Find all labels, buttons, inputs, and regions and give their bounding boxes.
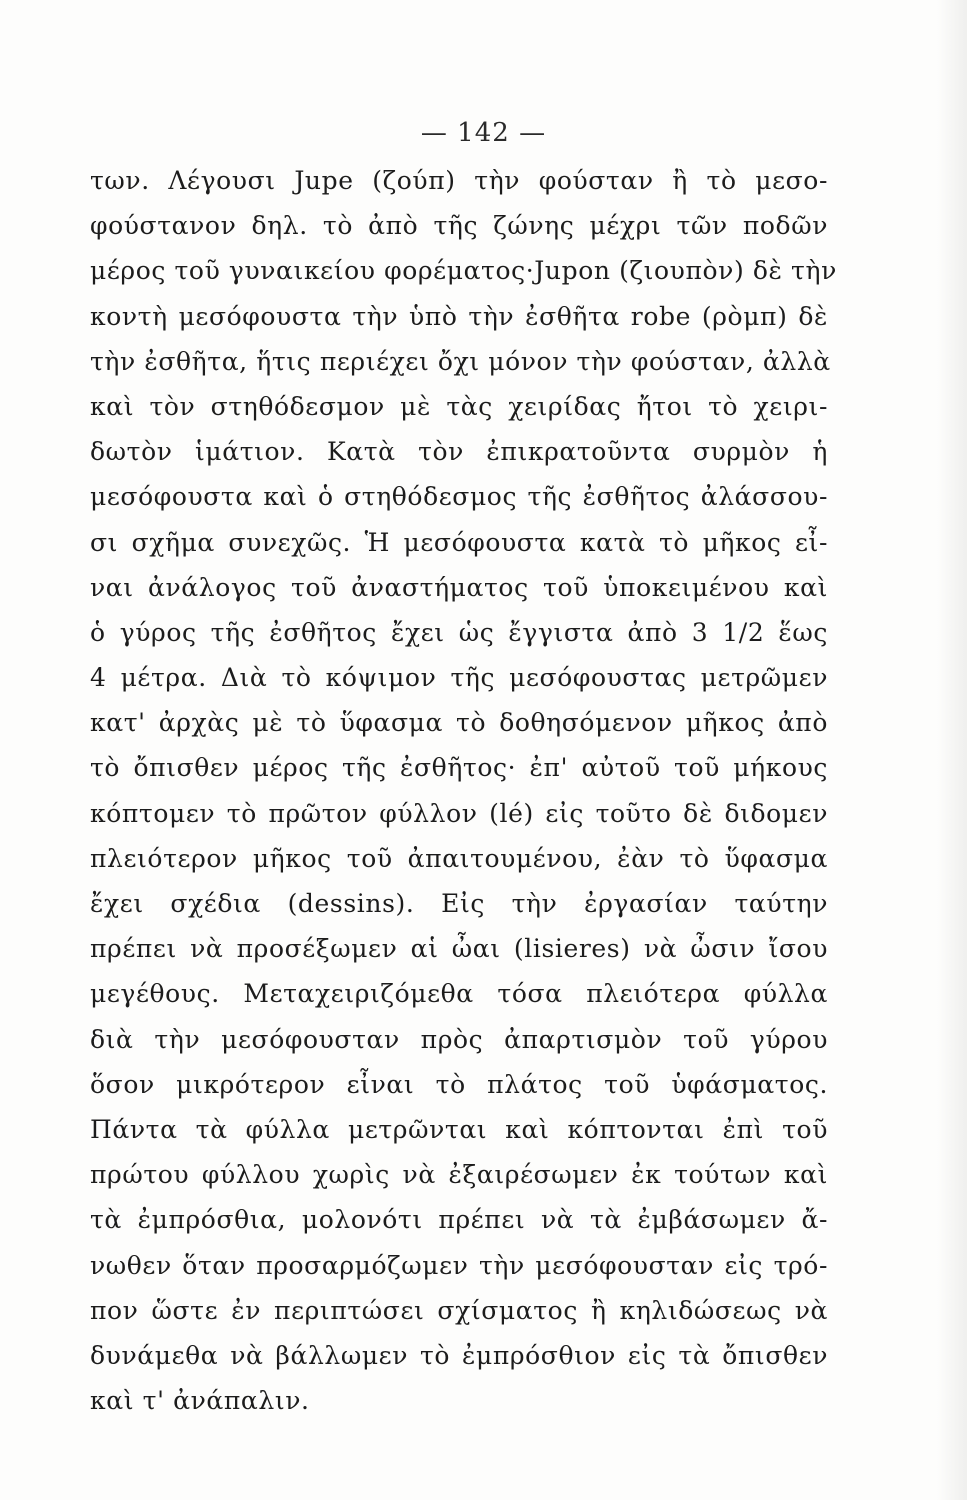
text-line: ὁ γύρος τῆς ἐσθῆτος ἔχει ὡς ἔγγιστα ἀπὸ 3 1/2 ἕως — [90, 617, 828, 647]
text-line: πλειότερον μῆκος τοῦ ἀπαιτουμένου, ἐὰν τὸ ὕφασμα — [90, 843, 828, 873]
text-line: καὶ τὸν στηθόδεσμον μὲ τὰς χειρίδας ἤτοι τὸ χειρι- — [90, 391, 828, 421]
text-line: 4 μέτρα. Διὰ τὸ κόψιμον τῆς μεσόφουστας μετρῶμεν — [90, 663, 828, 693]
text-line: σι σχῆμα συνεχῶς. Ἡ μεσόφουστα κατὰ τὸ μῆκος εἶ- — [90, 527, 828, 557]
text-line: διὰ τὴν μεσόφουσταν πρὸς ἀπαρτισμὸν τοῦ γύρου — [90, 1024, 828, 1054]
body-text — [90, 158, 837, 1423]
text-line: μεσόφουστα καὶ ὁ στηθόδεσμος τῆς ἐσθῆτος ἀλάσσου- — [90, 482, 828, 512]
text-line: πον ὥστε ἐν περιπτώσει σχίσματος ἢ κηλιδώσεως νὰ — [90, 1295, 828, 1325]
text-line: τὴν ἐσθῆτα, ἥτις περιέχει ὄχι μόνον τὴν φούσταν, ἀλλὰ — [90, 346, 831, 376]
text-line: ναι ἀνάλογος τοῦ ἀναστήματος τοῦ ὑποκειμένου καὶ — [90, 572, 828, 602]
page-number: — 142 — — [420, 118, 547, 148]
text-line: μέρος τοῦ γυναικείου φορέματος·Jupon (ζιουπὸν) δὲ τὴν — [90, 256, 837, 286]
text-line: κόπτομεν τὸ πρῶτον φύλλον (lé) εἰς τοῦτο δὲ διδομεν — [90, 798, 828, 828]
text-line: πρέπει νὰ προσέξωμεν αἱ ὦαι (lisieres) νὰ ὦσιν ἴσου — [90, 934, 828, 964]
text-line: ὅσον μικρότερον εἶναι τὸ πλάτος τοῦ ὑφάσματος. — [90, 1069, 828, 1099]
text-line: νωθεν ὅταν προσαρμόζωμεν τὴν μεσόφουσταν εἰς τρό- — [90, 1250, 828, 1280]
text-line: καὶ τ' ἀνάπαλιν. — [90, 1386, 310, 1416]
text-line: Πάντα τὰ φύλλα μετρῶνται καὶ κόπτονται ἐπὶ τοῦ — [90, 1114, 828, 1144]
text-line: μεγέθους. Μεταχειριζόμεθα τόσα πλειότερα φύλλα — [90, 979, 828, 1009]
text-line: φούστανον δηλ. τὸ ἀπὸ τῆς ζώνης μέχρι τῶν ποδῶν — [90, 211, 828, 241]
text-line: δυνάμεθα νὰ βάλλωμεν τὸ ἐμπρόσθιον εἰς τὰ ὄπισθεν — [90, 1340, 828, 1370]
text-line: κοντὴ μεσόφουστα τὴν ὑπὸ τὴν ἐσθῆτα robe (ρὸμπ) δὲ — [90, 301, 828, 331]
text-line: δωτὸν ἱμάτιον. Κατὰ τὸν ἐπικρατοῦντα συρμὸν ἡ — [90, 437, 828, 467]
text-line: τὰ ἐμπρόσθια, μολονότι πρέπει νὰ τὰ ἐμβάσωμεν ἄ- — [90, 1205, 828, 1235]
text-line: κατ' ἀρχὰς μὲ τὸ ὕφασμα τὸ δοθησόμενον μῆκος ἀπὸ — [90, 708, 828, 738]
text-line: ἔχει σχέδια (dessins). Εἰς τὴν ἐργασίαν ταύτην — [90, 889, 828, 918]
text-line: τὸ ὄπισθεν μέρος τῆς ἐσθῆτος· ἐπ' αὐτοῦ τοῦ μήκους — [90, 753, 828, 783]
page-edge-shading — [937, 0, 967, 1500]
text-line: των. Λέγουσι Jupe (ζούπ) τὴν φούσταν ἢ τὸ μεσο- — [90, 166, 828, 195]
text-line: πρώτου φύλλου χωρὶς νὰ ἐξαιρέσωμεν ἐκ τούτων καὶ — [90, 1160, 828, 1190]
